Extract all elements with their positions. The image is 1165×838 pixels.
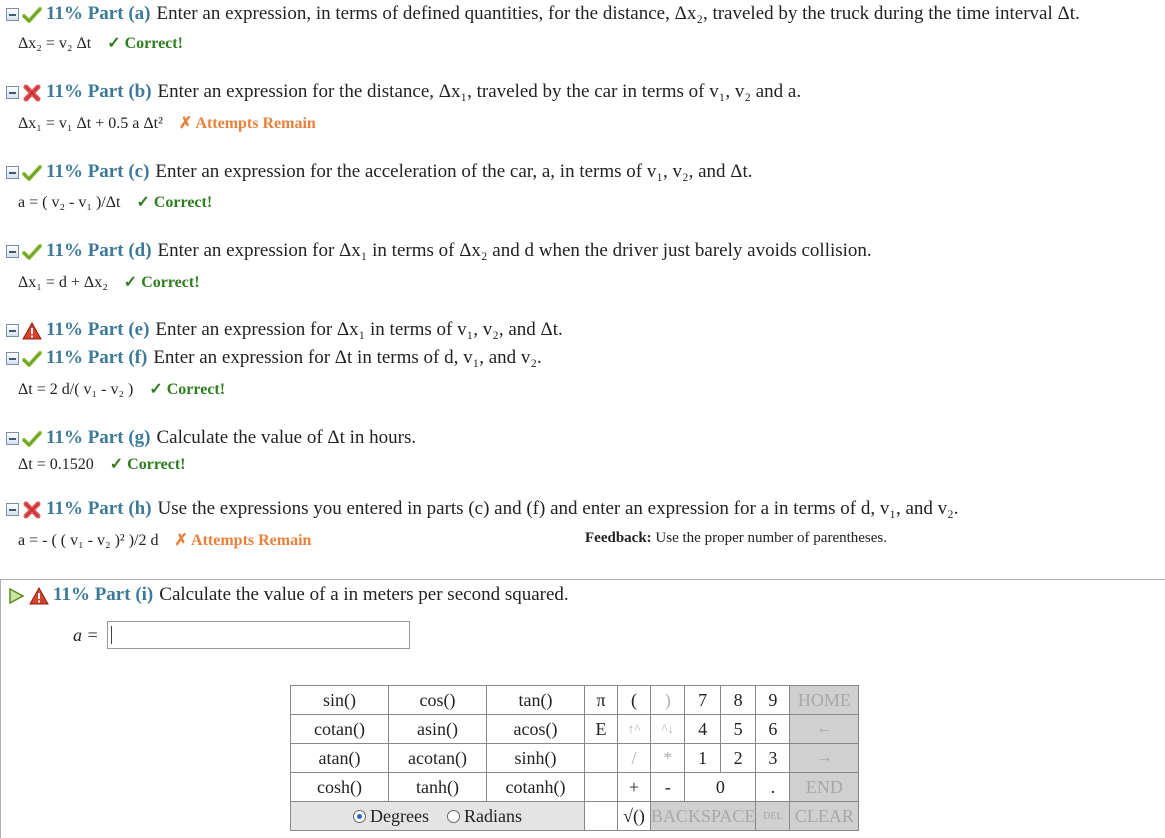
key-backspace[interactable]: BACKSPACE — [651, 802, 756, 831]
part-f-answer: Δt = 2 d/( v₁ - v₂ ) — [18, 381, 134, 398]
key-open-paren[interactable]: ( — [618, 686, 651, 715]
check-icon — [22, 163, 42, 183]
x-icon — [22, 500, 42, 520]
part-c-answer-row — [18, 193, 212, 213]
part-f-header — [6, 347, 542, 369]
part-a-label: 11% Part (a) — [46, 3, 151, 24]
key-acos[interactable]: acos() — [487, 715, 585, 744]
key-left-arrow[interactable]: ← — [790, 715, 859, 744]
part-b-question: Enter an expression for the distance, Δx₁, traveled by the car in terms of v₁, v₂ and a. — [157, 81, 802, 102]
radians-label: Radians — [463, 805, 522, 826]
key-divide[interactable]: / — [618, 744, 651, 773]
key-1[interactable]: 1 — [685, 744, 720, 773]
key-e[interactable]: E — [585, 715, 618, 744]
key-multiply[interactable]: * — [651, 744, 685, 773]
angle-mode-row — [291, 802, 585, 831]
part-g-label: 11% Part (g) — [46, 427, 151, 448]
part-a-question: Enter an expression, in terms of defined quantities, for the distance, Δx₂, traveled by the truck during the time interval Δt. — [156, 3, 1080, 24]
key-6[interactable]: 6 — [756, 715, 790, 744]
calculator-keypad — [290, 685, 859, 831]
key-end[interactable]: END — [790, 773, 859, 802]
part-d-question: Enter an expression for Δx₁ in terms of Δx₂ and d when the driver just barely avoids collision. — [157, 240, 872, 261]
part-h-question: Use the expressions you entered in parts (c) and (f) and enter an expression for a in terms of d, v₁, and v₂. — [157, 498, 959, 519]
check-icon — [22, 242, 42, 262]
collapse-icon[interactable] — [6, 8, 19, 21]
key-power-up[interactable]: ↑^ — [618, 715, 651, 744]
key-0[interactable]: 0 — [685, 773, 756, 802]
key-3[interactable]: 3 — [756, 744, 790, 773]
part-d-header — [6, 240, 872, 262]
key-sqrt[interactable]: √() — [618, 802, 651, 831]
part-a-answer: Δx₂ = v₂ Δt — [18, 35, 92, 52]
key-pi[interactable]: π — [585, 686, 618, 715]
part-c-label: 11% Part (c) — [46, 161, 150, 182]
part-h-answer-row — [18, 531, 311, 551]
key-atan[interactable]: atan() — [291, 744, 389, 773]
part-a-header — [6, 3, 1080, 25]
warning-icon — [29, 586, 49, 606]
key-blank-2 — [585, 773, 618, 802]
key-tanh[interactable]: tanh() — [389, 773, 487, 802]
key-9[interactable]: 9 — [756, 686, 790, 715]
key-dot[interactable]: . — [756, 773, 790, 802]
part-a-answer-row — [18, 34, 183, 54]
collapse-icon[interactable] — [6, 352, 19, 365]
answer-input-label: a = — [73, 625, 99, 645]
x-icon — [22, 83, 42, 103]
part-h-answer: a = - ( ( v₁ - v₂ )² )/2 d — [18, 532, 159, 549]
part-c-answer: a = ( v₂ - v₁ )/Δt — [18, 194, 121, 211]
part-h-label: 11% Part (h) — [46, 498, 152, 519]
collapse-icon[interactable] — [6, 166, 19, 179]
key-5[interactable]: 5 — [720, 715, 756, 744]
key-4[interactable]: 4 — [685, 715, 720, 744]
key-sinh[interactable]: sinh() — [487, 744, 585, 773]
key-home[interactable]: HOME — [790, 686, 859, 715]
part-i-header — [6, 584, 569, 606]
part-i-question: Calculate the value of a in meters per second squared. — [159, 584, 569, 605]
degrees-label: Degrees — [370, 805, 429, 826]
key-cotanh[interactable]: cotanh() — [487, 773, 585, 802]
check-icon — [22, 429, 42, 449]
part-f-label: 11% Part (f) — [46, 347, 148, 368]
key-acotan[interactable]: acotan() — [389, 744, 487, 773]
collapse-icon[interactable] — [6, 503, 19, 516]
key-sin[interactable]: sin() — [291, 686, 389, 715]
key-tan[interactable]: tan() — [487, 686, 585, 715]
part-e-question: Enter an expression for Δx₁ in terms of v₁, v₂, and Δt. — [155, 319, 563, 340]
part-b-answer: Δx₁ = v₁ Δt + 0.5 a Δt² — [18, 115, 163, 132]
degrees-radio[interactable] — [353, 810, 366, 823]
check-icon — [22, 349, 42, 369]
part-d-label: 11% Part (d) — [46, 240, 152, 261]
part-i-label: 11% Part (i) — [53, 584, 154, 605]
part-h-header — [6, 498, 959, 520]
key-right-arrow[interactable]: → — [790, 744, 859, 773]
key-2[interactable]: 2 — [720, 744, 756, 773]
part-e-label: 11% Part (e) — [46, 319, 150, 340]
key-blank-3 — [585, 802, 618, 831]
collapse-icon[interactable] — [6, 245, 19, 258]
part-h-feedback: Feedback: Use the proper number of parentheses. — [585, 530, 888, 546]
check-icon — [22, 5, 42, 25]
part-c-status: ✓ Correct! — [136, 194, 213, 211]
answer-input[interactable] — [107, 621, 410, 649]
part-b-label: 11% Part (b) — [46, 81, 152, 102]
part-d-answer: Δx₁ = d + Δx₂ — [18, 274, 108, 291]
part-a-status: ✓ Correct! — [107, 35, 183, 52]
key-del[interactable]: DEL — [756, 802, 790, 831]
section-divider — [0, 579, 1165, 580]
collapse-icon[interactable] — [6, 432, 19, 445]
part-g-status: ✓ Correct! — [109, 456, 186, 473]
key-cosh[interactable]: cosh() — [291, 773, 389, 802]
key-8[interactable]: 8 — [720, 686, 756, 715]
collapse-icon[interactable] — [6, 324, 19, 337]
key-asin[interactable]: asin() — [389, 715, 487, 744]
key-minus[interactable]: - — [651, 773, 685, 802]
part-f-answer-row — [18, 380, 225, 400]
key-plus[interactable]: + — [618, 773, 651, 802]
frame-left-edge — [0, 579, 1, 838]
part-e-header — [6, 319, 563, 341]
key-7[interactable]: 7 — [685, 686, 720, 715]
part-g-question: Calculate the value of Δt in hours. — [156, 427, 417, 448]
part-g-answer-row — [18, 455, 186, 475]
key-cotan[interactable]: cotan() — [291, 715, 389, 744]
part-b-header — [6, 81, 801, 103]
part-f-question: Enter an expression for Δt in terms of d, v₁, and v₂. — [153, 347, 542, 368]
part-g-header — [6, 427, 416, 449]
part-d-status: ✓ Correct! — [123, 274, 200, 291]
radians-radio[interactable] — [447, 810, 460, 823]
warning-icon — [22, 321, 42, 341]
collapse-icon[interactable] — [6, 86, 19, 99]
part-h-status: ✗ Attempts Remain — [174, 532, 312, 549]
key-blank-1 — [585, 744, 618, 773]
part-b-status: ✗ Attempts Remain — [178, 115, 316, 132]
part-d-answer-row — [18, 273, 200, 293]
part-c-header — [6, 161, 753, 183]
part-c-question: Enter an expression for the acceleration of the car, a, in terms of v₁, v₂, and Δt. — [155, 161, 753, 182]
key-cos[interactable]: cos() — [389, 686, 487, 715]
play-icon — [6, 586, 26, 606]
key-close-paren[interactable]: ) — [651, 686, 685, 715]
key-power-down[interactable]: ^↓ — [651, 715, 685, 744]
part-b-answer-row — [18, 114, 316, 134]
part-g-answer: Δt = 0.1520 — [18, 456, 94, 473]
part-f-status: ✓ Correct! — [149, 381, 226, 398]
key-clear[interactable]: CLEAR — [790, 802, 859, 831]
